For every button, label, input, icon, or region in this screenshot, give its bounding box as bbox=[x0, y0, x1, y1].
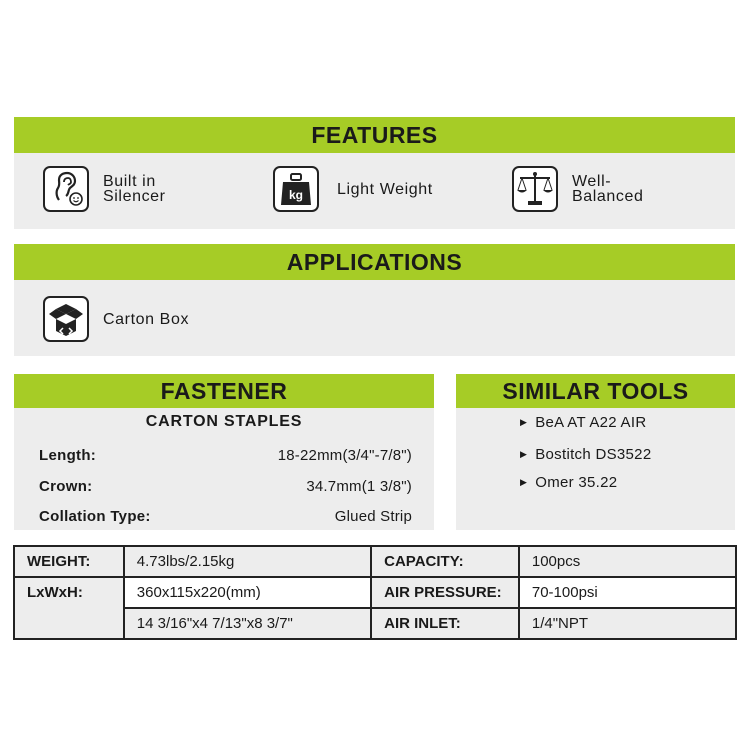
capacity-value: 100pcs bbox=[519, 546, 736, 577]
weight-value: 4.73lbs/2.15kg bbox=[124, 546, 371, 577]
triangle-bullet-icon: ▶ bbox=[520, 477, 528, 487]
air-inlet-value: 1/4"NPT bbox=[519, 608, 736, 639]
dims-metric-value: 360x115x220(mm) bbox=[124, 577, 371, 608]
application-carton-box bbox=[43, 296, 189, 342]
fastener-row-length bbox=[14, 440, 434, 470]
air-inlet-label: AIR INLET: bbox=[371, 608, 519, 639]
fastener-collation-key: Collation Type: bbox=[39, 507, 151, 525]
applications-header bbox=[14, 244, 735, 280]
weight-label: WEIGHT: bbox=[14, 546, 124, 577]
feature-silencer-line1: Built in bbox=[103, 173, 156, 190]
ear-silencer-icon bbox=[43, 166, 89, 212]
dims-label: LxWxH: bbox=[14, 577, 124, 639]
kg-icon-text: kg bbox=[288, 188, 304, 202]
fastener-title: FASTENER bbox=[160, 377, 288, 404]
spec-row-weight bbox=[14, 546, 736, 577]
fastener-row-crown bbox=[14, 471, 434, 501]
similar-tool-label: Omer 35.22 bbox=[535, 474, 618, 491]
fastener-header bbox=[14, 374, 434, 408]
fastener-length-key: Length: bbox=[39, 446, 97, 464]
similar-tools-title: SIMILAR TOOLS bbox=[502, 377, 689, 404]
fastener-crown-key: Crown: bbox=[39, 477, 93, 495]
feature-balanced-line1: Well- bbox=[572, 173, 612, 190]
capacity-label: CAPACITY: bbox=[371, 546, 519, 577]
fastener-crown-value: 34.7mm(1 3/8") bbox=[306, 477, 412, 495]
features-header bbox=[14, 117, 735, 153]
similar-tool-item bbox=[520, 474, 617, 491]
application-carton-box-label: Carton Box bbox=[103, 310, 190, 328]
fastener-row-collation bbox=[14, 501, 434, 531]
dims-imperial-value: 14 3/16"x4 7/13"x8 3/7" bbox=[124, 608, 371, 639]
balance-scale-icon bbox=[512, 166, 558, 212]
feature-silencer bbox=[43, 166, 166, 212]
similar-tool-label: BeA AT A22 AIR bbox=[535, 414, 647, 431]
feature-balanced-line2: Balanced bbox=[572, 188, 644, 205]
triangle-bullet-icon: ▶ bbox=[520, 417, 528, 427]
air-pressure-label: AIR PRESSURE: bbox=[371, 577, 519, 608]
fastener-subtitle: CARTON STAPLES bbox=[145, 413, 303, 430]
kg-weight-icon bbox=[273, 166, 319, 212]
feature-light-weight-label: Light Weight bbox=[337, 180, 433, 198]
fastener-collation-value: Glued Strip bbox=[334, 507, 412, 525]
similar-tools-header bbox=[456, 374, 735, 408]
triangle-bullet-icon: ▶ bbox=[520, 449, 528, 459]
feature-balanced bbox=[512, 166, 644, 212]
feature-silencer-line2: Silencer bbox=[103, 188, 166, 205]
air-pressure-value: 70-100psi bbox=[519, 577, 736, 608]
spec-table bbox=[13, 545, 737, 640]
carton-box-icon bbox=[43, 296, 89, 342]
features-title: FEATURES bbox=[311, 121, 438, 148]
similar-tool-item bbox=[520, 446, 651, 463]
similar-tool-item bbox=[520, 414, 646, 431]
spec-row-dims bbox=[14, 577, 736, 608]
feature-light-weight bbox=[273, 166, 433, 212]
similar-tool-label: Bostitch DS3522 bbox=[535, 446, 652, 463]
applications-title: APPLICATIONS bbox=[286, 248, 463, 275]
fastener-length-value: 18-22mm(3/4"-7/8") bbox=[277, 446, 412, 464]
